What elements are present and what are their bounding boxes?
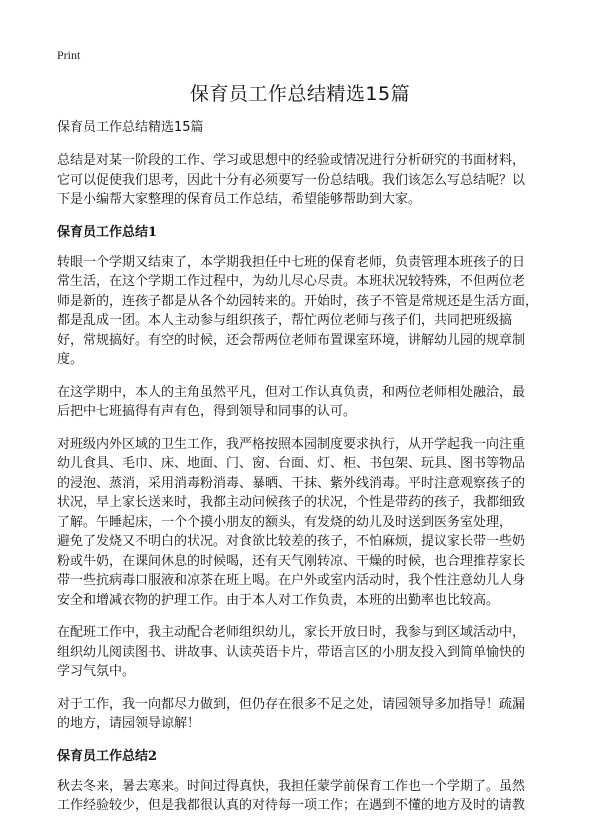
text-line: 避免了发烧又不明白的状况。对食欲比较差的孩子，不怕麻烦，提议家长带一些奶 (57, 534, 526, 549)
text-line: 学习气氛中。 (57, 664, 136, 679)
text-line: 的浸泡、蒸消，采用消毒粉消毒、暴晒、干抹、紫外线消毒。平时注意观察孩子的 (57, 475, 526, 491)
document-title: 保育员工作总结精选15篇 (189, 83, 411, 105)
text-line: 总结是对某一阶段的工作、学习或思想中的经验或情况进行分析研究的书面材料， (57, 153, 526, 168)
section-heading: 保育员工作总结1 (57, 224, 158, 240)
text-line: 在配班工作中，我主动配合老师组织幼儿，家长开放日时，我参与到区域活动中， (57, 625, 526, 640)
text-line: 秋去冬来，暑去寒来。时间过得真快，我担任蒙学前保育工作也一个学期了。虽然 (57, 778, 526, 794)
text-line: 对于工作，我一向都尽力做到，但仍存在很多不足之处，请园领导多加指导！疏漏 (57, 696, 526, 712)
section-heading: 保育员工作总结2 (57, 748, 158, 764)
section-paragraph (57, 695, 547, 734)
section-paragraph (57, 383, 547, 422)
text-line: 状况，早上家长送来时，我都主动问候孩子的状况，个性是带药的孩子，我都细致 (57, 495, 526, 510)
text-line: 了解。午睡起床，一个个摸小朋友的额头，有发烧的幼儿及时送到医务室处理， (57, 514, 513, 530)
text-line: 它可以促使我们思考，因此十分有必须要写一份总结哦。我们该怎么写总结呢？以 (57, 172, 526, 188)
text-line: 安全和增减衣物的护理工作。由于本人对工作负责，本班的出勤率也比较高。 (57, 592, 500, 608)
text-line: 带一些抗病毒口服液和凉茶在班上喝。在户外或室内活动时，我个性注意幼儿人身 (57, 573, 526, 588)
print-link[interactable]: Print (57, 48, 81, 62)
text-line: 的地方，请园领导谅解！ (57, 716, 201, 731)
text-line: 好，常规搞好。有空的时候，还会帮两位老师布置课室环境，讲解幼儿园的规章制 (57, 332, 526, 348)
text-line: 对班级内外区域的卫生工作，我严格按照本园制度要求执行，从开学起我一向注重 (57, 436, 526, 452)
section-paragraph (57, 435, 547, 611)
text-line: 在这学期中，本人的主角虽然平凡，但对工作认真负责，和两位老师相处融洽，最 (57, 384, 526, 400)
text-line: 常生活，在这个学期工作过程中，为幼儿尽心尽责。本班状况较特殊，不但两位老 (57, 274, 526, 289)
text-line: 工作经验较少，但是我都很认真的对待每一项工作；在遇到不懂的地方及时的请教 (57, 798, 526, 813)
intro-paragraph (57, 151, 547, 210)
text-line: 后把中七班搞得有声有色，得到领导和同事的认可。 (57, 404, 357, 419)
text-line: 师是新的，连孩子都是从各个幼园转来的。开始时，孩子不管是常规还是生活方面， (57, 293, 539, 309)
text-line: 下是小编帮大家整理的保育员工作总结，希望能够帮助到大家。 (57, 192, 422, 207)
text-line: 幼儿食具、毛巾、床、地面、门、窗、台面、灯、柜、书包架、玩具、图书等物品 (57, 456, 526, 471)
text-line: 粉或牛奶，在课间休息的时候喝，还有天气刚转凉、干燥的时候，也合理推荐家长 (57, 553, 526, 569)
section-paragraph (57, 253, 547, 370)
text-line: 转眼一个学期又结束了，本学期我担任中七班的保育老师，负责管理本班孩子的日 (57, 254, 526, 270)
text-line: 组织幼儿阅读图书、讲故事、认读英语卡片，带语言区的小朋友投入到简单愉快的 (57, 644, 526, 660)
text-line: 都是乱成一团。本人主动参与组织孩子，帮忙两位老师与孩子们，共同把班级搞 (57, 313, 513, 328)
document-subtitle: 保育员工作总结精选15篇 (57, 120, 204, 135)
section-paragraph (57, 777, 547, 816)
section-paragraph (57, 623, 547, 682)
text-line: 度。 (57, 352, 84, 367)
document-body (57, 118, 547, 828)
